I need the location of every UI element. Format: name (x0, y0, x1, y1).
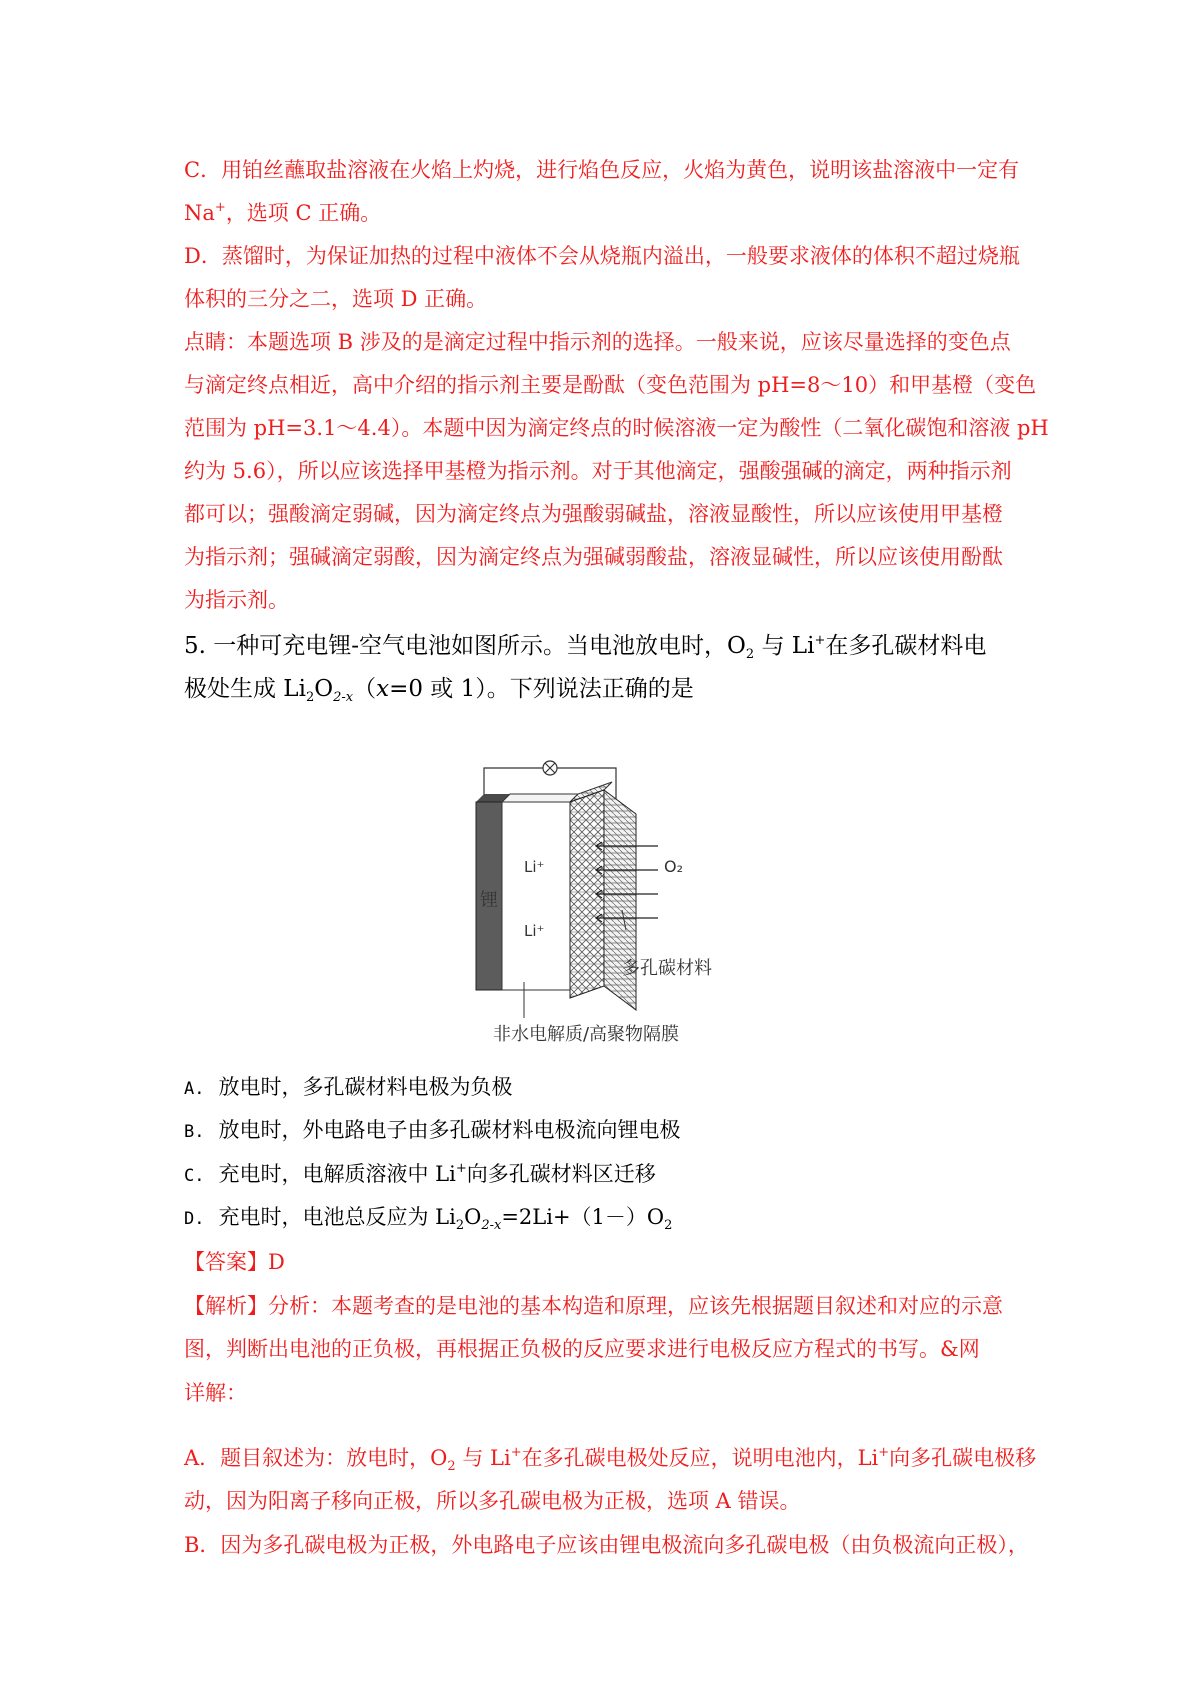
detail-label: 详解： (184, 1381, 247, 1405)
electrolyte-region (502, 794, 578, 990)
option-b-letter: B. (184, 1122, 205, 1142)
porous-carbon-label: 多孔碳材料 (622, 958, 712, 979)
battery-diagram (446, 760, 758, 1046)
na-charge: + (214, 200, 226, 215)
option-a (184, 1073, 512, 1103)
tip-line-5: 都可以；强酸滴定弱碱，因为滴定终点为强酸弱碱盐，溶液显酸性，所以应该使用甲基橙 (184, 502, 1003, 526)
question-5-line2: 极处生成 $Li_2O_{2-x}(x=0$ 或 1）。下列说法正确的是 (184, 676, 694, 705)
analysis-line1: 【解析】分析：本题考查的是电池的基本构造和原理，应该先根据题目叙述和对应的示意 (184, 1294, 1003, 1318)
option-c: C. 充电时，电解质溶液中 Li+向多孔碳材料区迁移 (184, 1161, 656, 1186)
li-ion-label-1: Li⁺ (524, 858, 545, 876)
option-b-text: 放电时，外电路电子由多孔碳材料电极流向锂电极 (218, 1118, 681, 1142)
separator-label: 非水电解质/高聚物隔膜 (492, 1024, 680, 1045)
option-c-conclusion: ，选项 C 正确。 (225, 201, 382, 225)
option-d-letter: D. (184, 1209, 205, 1229)
li-ion-label-2: Li⁺ (524, 922, 545, 940)
option-c-explanation-line1: C．用铂丝蘸取盐溶液在火焰上灼烧，进行焰色反应，火焰为黄色，说明该盐溶液中一定有 (184, 158, 1020, 182)
tip-line-1: 点睛：本题选项 B 涉及的是滴定过程中指示剂的选择。一般来说，应该尽量选择的变色点 (184, 330, 1011, 354)
tip-line-3: 范围为 pH=3.1～4.4）。本题中因为滴定终点的时候溶液一定为酸性（二氧化碳饱和溶液 pH (184, 416, 1049, 440)
answer-value: D (268, 1250, 285, 1274)
na-symbol: Na (184, 201, 215, 225)
analysis-line2: 图，判断出电池的正负极，再根据正负极的反应要求进行电极反应方程式的书写。&网 (184, 1337, 980, 1361)
option-b (184, 1116, 680, 1146)
tip-line-4: 约为 5.6），所以应该选择甲基橙为指示剂。对于其他滴定，强酸强碱的滴定，两种指示剂 (184, 459, 1012, 483)
question-5-line1: 5. 一种可充电锂-空气电池如图所示。当电池放电时，$O_2$ 与 Li+在多孔碳材料电 (184, 633, 987, 662)
option-d-explanation-line1: D．蒸馏时，为保证加热的过程中液体不会从烧瓶内溢出，一般要求液体的体积不超过烧瓶 (184, 244, 1020, 268)
option-a-letter: A. (184, 1079, 205, 1099)
analysis-a-line1: A．题目叙述为：放电时，$O_2$ 与 Li+在多孔碳电极处反应，说明电池内，Li+向多孔碳电极移 (184, 1445, 1037, 1474)
option-a-text: 放电时，多孔碳材料电极为负极 (218, 1075, 513, 1099)
tip-line-2: 与滴定终点相近，高中介绍的指示剂主要是酚酞（变色范围为 pH=8～10）和甲基橙（变色 (184, 373, 1037, 397)
lithium-label: 锂 (480, 890, 498, 911)
answer-label: 【答案】 (184, 1250, 268, 1274)
analysis-b-line1: B．因为多孔碳电极为正极，外电路电子应该由锂电极流向多孔碳电极（由负极流向正极）， (184, 1533, 1029, 1557)
tip-line-7: 为指示剂。 (184, 588, 289, 612)
answer (184, 1248, 285, 1276)
option-d-explanation-line2: 体积的三分之二，选项 D 正确。 (184, 287, 488, 311)
analysis-a-line2: 动，因为阳离子移向正极，所以多孔碳电极为正极，选项 A 错误。 (184, 1489, 801, 1513)
option-c-explanation-line2 (184, 199, 381, 227)
lamp-icon (543, 761, 557, 775)
o2-label: O₂ (664, 857, 684, 876)
tip-line-6: 为指示剂；强碱滴定弱酸，因为滴定终点为强碱弱酸盐，溶液显碱性，所以应该使用酚酞 (184, 545, 1003, 569)
option-d: D. 充电时，电池总反应为 $Li_2O_{2-x}=2Li+(1-)O_2$ (184, 1205, 673, 1233)
option-c-letter: C. (184, 1166, 205, 1186)
